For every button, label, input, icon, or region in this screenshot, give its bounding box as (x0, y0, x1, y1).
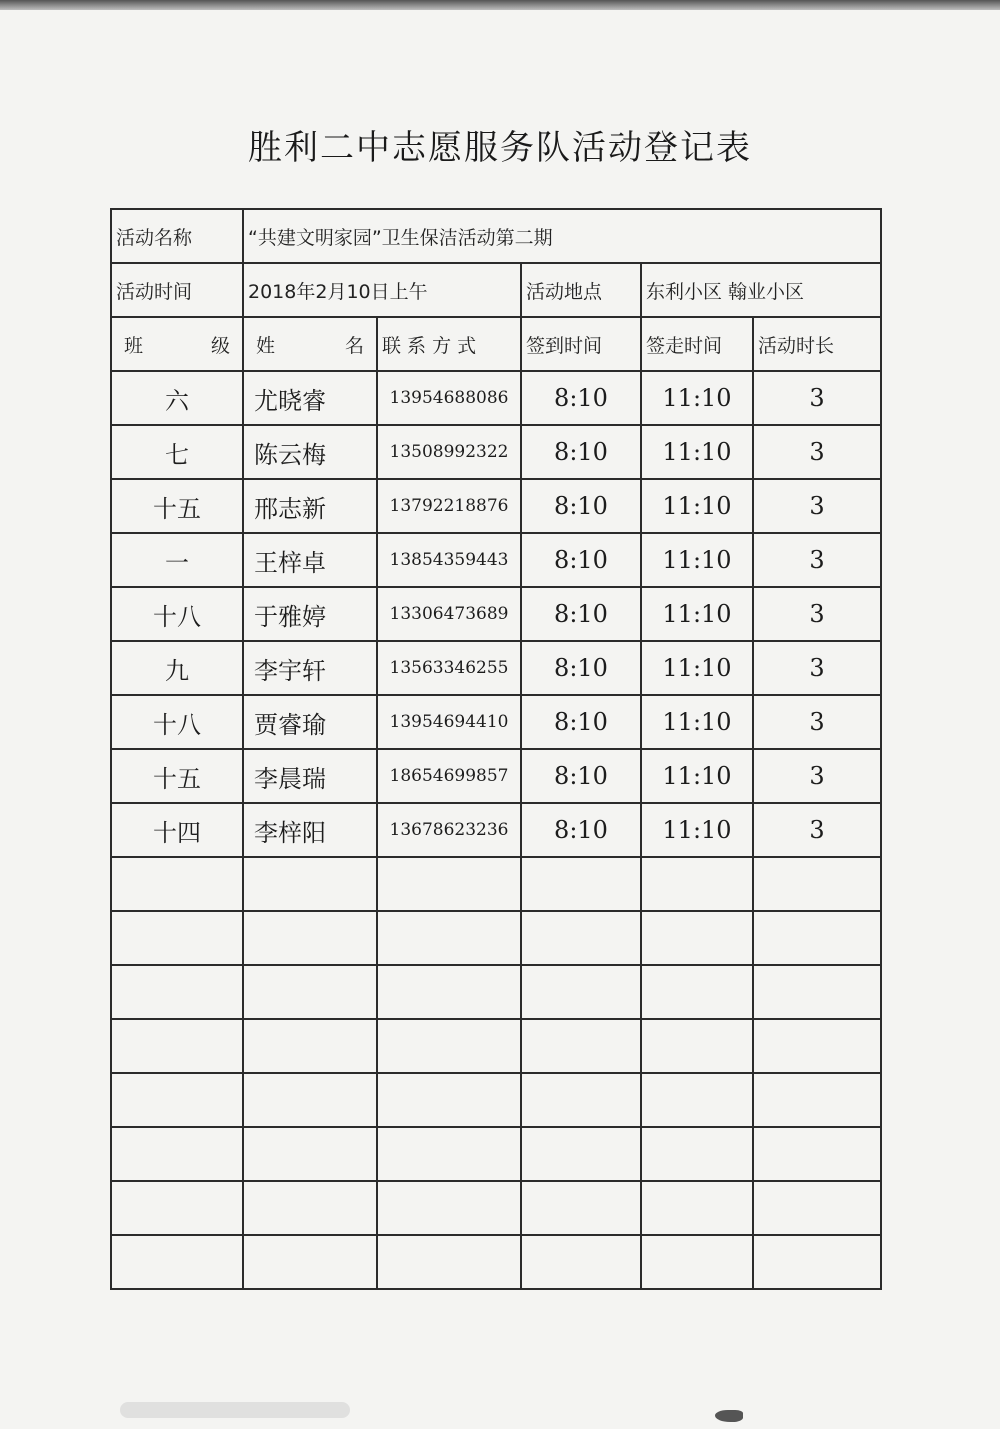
empty-cell (243, 965, 377, 1019)
cell-phone: 13954688086 (377, 371, 521, 425)
cell-sign-in: 8:10 (521, 533, 641, 587)
cell-hours: 3 (753, 803, 881, 857)
empty-cell (243, 1073, 377, 1127)
cell-phone: 13954694410 (377, 695, 521, 749)
cell-hours: 3 (753, 479, 881, 533)
empty-cell (641, 857, 753, 911)
cell-hours: 3 (753, 587, 881, 641)
empty-cell (243, 857, 377, 911)
cell-sign-in: 8:10 (521, 749, 641, 803)
column-header-row (111, 317, 881, 371)
empty-cell (753, 1073, 881, 1127)
cell-phone: 13792218876 (377, 479, 521, 533)
cell-sign-in: 8:10 (521, 587, 641, 641)
cell-hours: 3 (753, 641, 881, 695)
empty-cell (753, 1127, 881, 1181)
activity-name-value: “共建文明家园”卫生保洁活动第二期 (243, 209, 881, 263)
header-class (111, 317, 243, 371)
empty-cell (641, 1019, 753, 1073)
empty-cell (377, 1127, 521, 1181)
empty-row (111, 965, 881, 1019)
empty-cell (641, 1127, 753, 1181)
cell-name: 邢志新 (243, 479, 377, 533)
empty-cell (641, 1181, 753, 1235)
cell-class: 十四 (111, 803, 243, 857)
empty-cell (111, 965, 243, 1019)
table-row (111, 695, 881, 749)
header-name-char-2: 名 (344, 334, 364, 357)
empty-cell (521, 1235, 641, 1289)
header-name-char-1: 姓 (256, 334, 276, 357)
empty-cell (111, 1181, 243, 1235)
empty-cell (641, 965, 753, 1019)
empty-cell (753, 965, 881, 1019)
cell-sign-in: 8:10 (521, 371, 641, 425)
cell-phone: 13508992322 (377, 425, 521, 479)
empty-row (111, 1181, 881, 1235)
activity-name-row (111, 209, 881, 263)
empty-cell (641, 1073, 753, 1127)
cell-phone: 13854359443 (377, 533, 521, 587)
table-row (111, 587, 881, 641)
registration-table (110, 208, 882, 1290)
cell-class: 十八 (111, 587, 243, 641)
empty-cell (111, 1073, 243, 1127)
empty-row (111, 911, 881, 965)
cell-class: 十五 (111, 479, 243, 533)
cell-name: 李晨瑞 (243, 749, 377, 803)
cell-name: 尤晓睿 (243, 371, 377, 425)
empty-cell (753, 911, 881, 965)
empty-cell (377, 1073, 521, 1127)
cell-class: 九 (111, 641, 243, 695)
empty-cell (243, 1235, 377, 1289)
header-class-char-1: 班 (124, 334, 144, 357)
activity-place-label: 活动地点 (521, 263, 641, 317)
empty-cell (641, 1235, 753, 1289)
table-row (111, 749, 881, 803)
activity-time-row (111, 263, 881, 317)
empty-cell (111, 1127, 243, 1181)
empty-cell (753, 1019, 881, 1073)
empty-cell (521, 911, 641, 965)
cell-phone: 13678623236 (377, 803, 521, 857)
activity-time-label: 活动时间 (111, 263, 243, 317)
empty-cell (111, 1235, 243, 1289)
cell-hours: 3 (753, 371, 881, 425)
cell-class: 六 (111, 371, 243, 425)
cell-class: 十五 (111, 749, 243, 803)
cell-sign-out: 11:10 (641, 641, 753, 695)
empty-cell (521, 1073, 641, 1127)
cell-name: 王梓卓 (243, 533, 377, 587)
cell-phone: 13563346255 (377, 641, 521, 695)
cell-sign-out: 11:10 (641, 479, 753, 533)
empty-cell (753, 1181, 881, 1235)
cell-sign-out: 11:10 (641, 749, 753, 803)
cell-phone: 13306473689 (377, 587, 521, 641)
header-contact: 联 系 方 式 (377, 317, 521, 371)
empty-cell (753, 1235, 881, 1289)
empty-cell (521, 1127, 641, 1181)
cell-hours: 3 (753, 695, 881, 749)
header-sign-out: 签走时间 (641, 317, 753, 371)
cell-hours: 3 (753, 533, 881, 587)
table-row (111, 371, 881, 425)
empty-cell (377, 1235, 521, 1289)
table-row (111, 803, 881, 857)
empty-cell (243, 1181, 377, 1235)
empty-row (111, 857, 881, 911)
cell-sign-in: 8:10 (521, 479, 641, 533)
cell-hours: 3 (753, 425, 881, 479)
cell-sign-in: 8:10 (521, 695, 641, 749)
cell-sign-out: 11:10 (641, 533, 753, 587)
table-row (111, 425, 881, 479)
empty-cell (243, 1019, 377, 1073)
empty-cell (111, 857, 243, 911)
empty-cell (641, 911, 753, 965)
cell-phone: 18654699857 (377, 749, 521, 803)
table-row (111, 641, 881, 695)
cell-sign-out: 11:10 (641, 371, 753, 425)
empty-cell (377, 911, 521, 965)
empty-row (111, 1127, 881, 1181)
empty-cell (243, 911, 377, 965)
cell-name: 李梓阳 (243, 803, 377, 857)
empty-cell (377, 857, 521, 911)
empty-row (111, 1019, 881, 1073)
cell-name: 李宇轩 (243, 641, 377, 695)
empty-cell (377, 1181, 521, 1235)
cell-sign-out: 11:10 (641, 587, 753, 641)
empty-row (111, 1073, 881, 1127)
cell-class: 一 (111, 533, 243, 587)
cell-name: 于雅婷 (243, 587, 377, 641)
header-class-char-2: 级 (210, 334, 230, 357)
scan-mark (715, 1410, 743, 1422)
empty-cell (111, 1019, 243, 1073)
empty-row (111, 1235, 881, 1289)
header-name (243, 317, 377, 371)
cell-sign-out: 11:10 (641, 803, 753, 857)
table-row (111, 479, 881, 533)
empty-cell (521, 857, 641, 911)
cell-name: 贾睿瑜 (243, 695, 377, 749)
header-sign-in: 签到时间 (521, 317, 641, 371)
activity-time-value: 2018年2月10日上午 (243, 263, 521, 317)
cell-class: 七 (111, 425, 243, 479)
cell-class: 十八 (111, 695, 243, 749)
empty-cell (377, 965, 521, 1019)
activity-place-value: 东利小区 翰业小区 (641, 263, 881, 317)
empty-cell (243, 1127, 377, 1181)
cell-sign-in: 8:10 (521, 641, 641, 695)
empty-cell (111, 911, 243, 965)
empty-cell (521, 965, 641, 1019)
empty-cell (521, 1019, 641, 1073)
page-title: 胜利二中志愿服务队活动登记表 (248, 128, 752, 168)
cell-sign-in: 8:10 (521, 425, 641, 479)
cell-sign-out: 11:10 (641, 425, 753, 479)
cell-name: 陈云梅 (243, 425, 377, 479)
empty-cell (521, 1181, 641, 1235)
activity-name-label: 活动名称 (111, 209, 243, 263)
table-row (111, 533, 881, 587)
scan-smudge (120, 1402, 350, 1418)
cell-hours: 3 (753, 749, 881, 803)
empty-cell (377, 1019, 521, 1073)
cell-sign-out: 11:10 (641, 695, 753, 749)
cell-sign-in: 8:10 (521, 803, 641, 857)
header-duration: 活动时长 (753, 317, 881, 371)
empty-cell (753, 857, 881, 911)
